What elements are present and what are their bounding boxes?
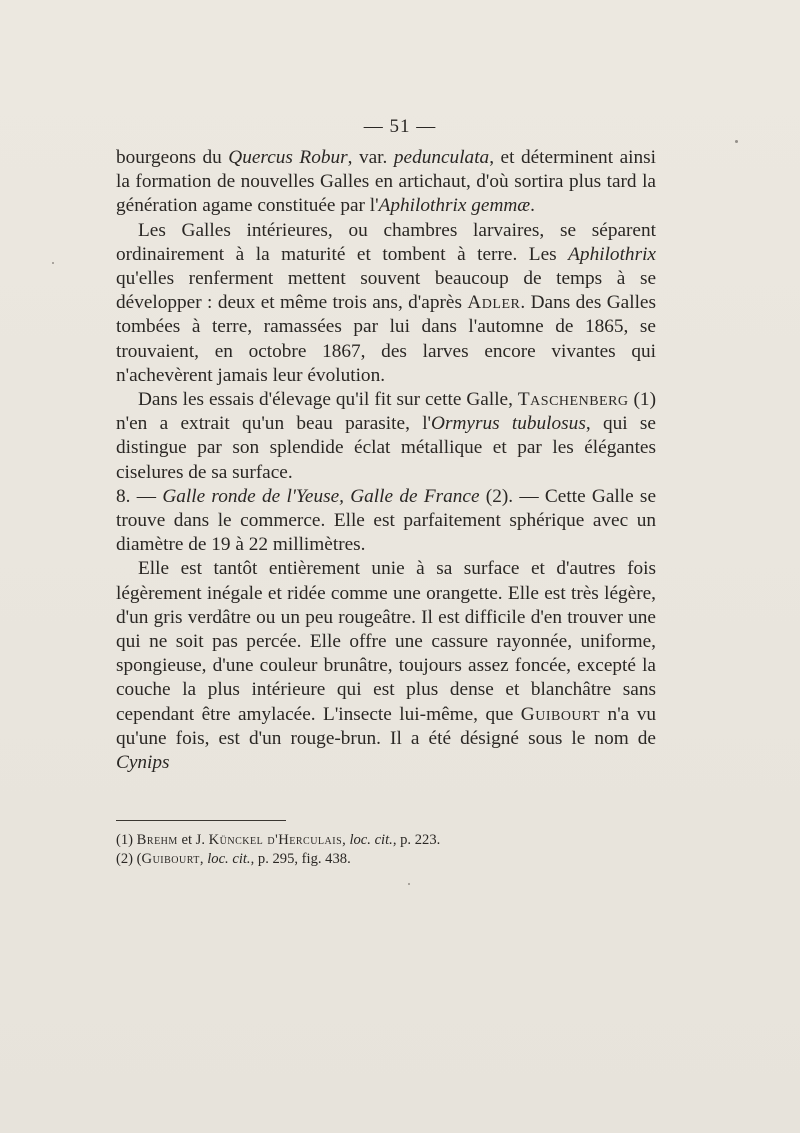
text-run: . Dans des Galles tombées à terre, ramassées par lui dans l'automne de 1865, se trouvaient, en octobre 1867, des larves encore vivantes qui n'achevèrent jamais leur évolution. (116, 292, 656, 386)
paragraph-2 (116, 219, 656, 388)
paragraph-1 (116, 146, 656, 219)
species-name: Quercus Robur (228, 147, 348, 168)
text-run: (1) (116, 832, 137, 848)
species-name: Aphilothrix gemmæ (378, 195, 531, 217)
footnote-1 (116, 831, 656, 850)
citation-ref: loc. cit. (207, 851, 251, 867)
species-name: Ormyrus tubulosus (431, 413, 586, 435)
text-run: . (530, 195, 535, 217)
text-run: , et déterminent ainsi la formation de nouvelles Galles en artichaut, d'où sortira plus tard la génération agame constituée par l' (116, 147, 656, 217)
text-run: et J. (177, 832, 209, 848)
text-run: , var. (347, 147, 394, 168)
genus-name: Aphilothrix (568, 243, 656, 265)
text-run: (2). — Cette Galle se trouve dans le commerce. Elle est parfaitement sphérique avec un diamètre de 19 à 22 millimètres. (116, 485, 656, 556)
footnote-divider (116, 820, 286, 821)
text-run: (1) n'en a extrait qu'un beau parasite, l' (116, 389, 656, 435)
paragraph-4 (116, 485, 656, 558)
text-run: Les Galles intérieures, ou chambres larvaires, se séparent ordinairement à la maturité et tombent à terre. Les (116, 219, 656, 265)
body-text (116, 146, 656, 775)
text-run: Dans les essais d'élevage qu'il fit sur cette Galle, (138, 389, 518, 411)
citation-ref: loc. cit. (349, 832, 393, 848)
footnote-2 (116, 850, 656, 869)
text-run: , (199, 851, 208, 867)
section-number: 8. — (116, 485, 163, 507)
paper-speck (52, 262, 54, 264)
text-run: qu'elles renferment mettent souvent beaucoup de temps à se développer : deux et même trois ans, d'après (116, 268, 656, 314)
paper-speck (408, 883, 410, 885)
paragraph-5 (116, 557, 656, 775)
paper-speck (735, 140, 738, 143)
variety-name: pedunculata (393, 147, 490, 168)
paragraph-3 (116, 388, 656, 485)
author-name: Künckel d'Herculais (208, 832, 343, 848)
text-run: , qui se distingue par son splendide éclat métallique et par les élégantes ciselures de sa surface. (116, 413, 656, 483)
author-name: Brehm (136, 832, 178, 848)
text-run: , p. 223. (392, 832, 441, 848)
text-run: Elle est tantôt entièrement unie à sa surface et d'autres fois légèrement inégale et ridée comme une orangette. Elle est très légère, d'un gris verdâtre ou un peu rougeâtre. Il est difficile d'en trouver une qui ne soit pas percée. Elle offre une cassure rayonnée, uniforme, spongieuse, d'une couleur brunâtre, toujours assez foncée, excepté la couche la plus intérieure qui est plus dense et blanchâtre sans cependant être amylacée. L'insecte lui-même, que (116, 558, 656, 725)
author-name: Guibourt (520, 703, 601, 725)
text-run: , (342, 832, 350, 848)
footnotes (116, 831, 656, 869)
text-run: (2) ( (116, 851, 142, 867)
author-name: Guibourt (141, 851, 200, 867)
author-name: Taschenberg (517, 389, 629, 411)
author-name: Adler (467, 292, 521, 314)
section-title: Galle ronde de l'Yeuse, Galle de France (162, 485, 480, 507)
text-run: n'a vu qu'une fois, est d'un rouge-brun. Il a été désigné sous le nom de (116, 703, 656, 749)
text-run: , p. 295, fig. 438. (250, 851, 351, 867)
page-number: — 51 — (363, 116, 437, 137)
genus-name: Cynips (116, 752, 170, 774)
text-run: bourgeons du (116, 147, 229, 168)
